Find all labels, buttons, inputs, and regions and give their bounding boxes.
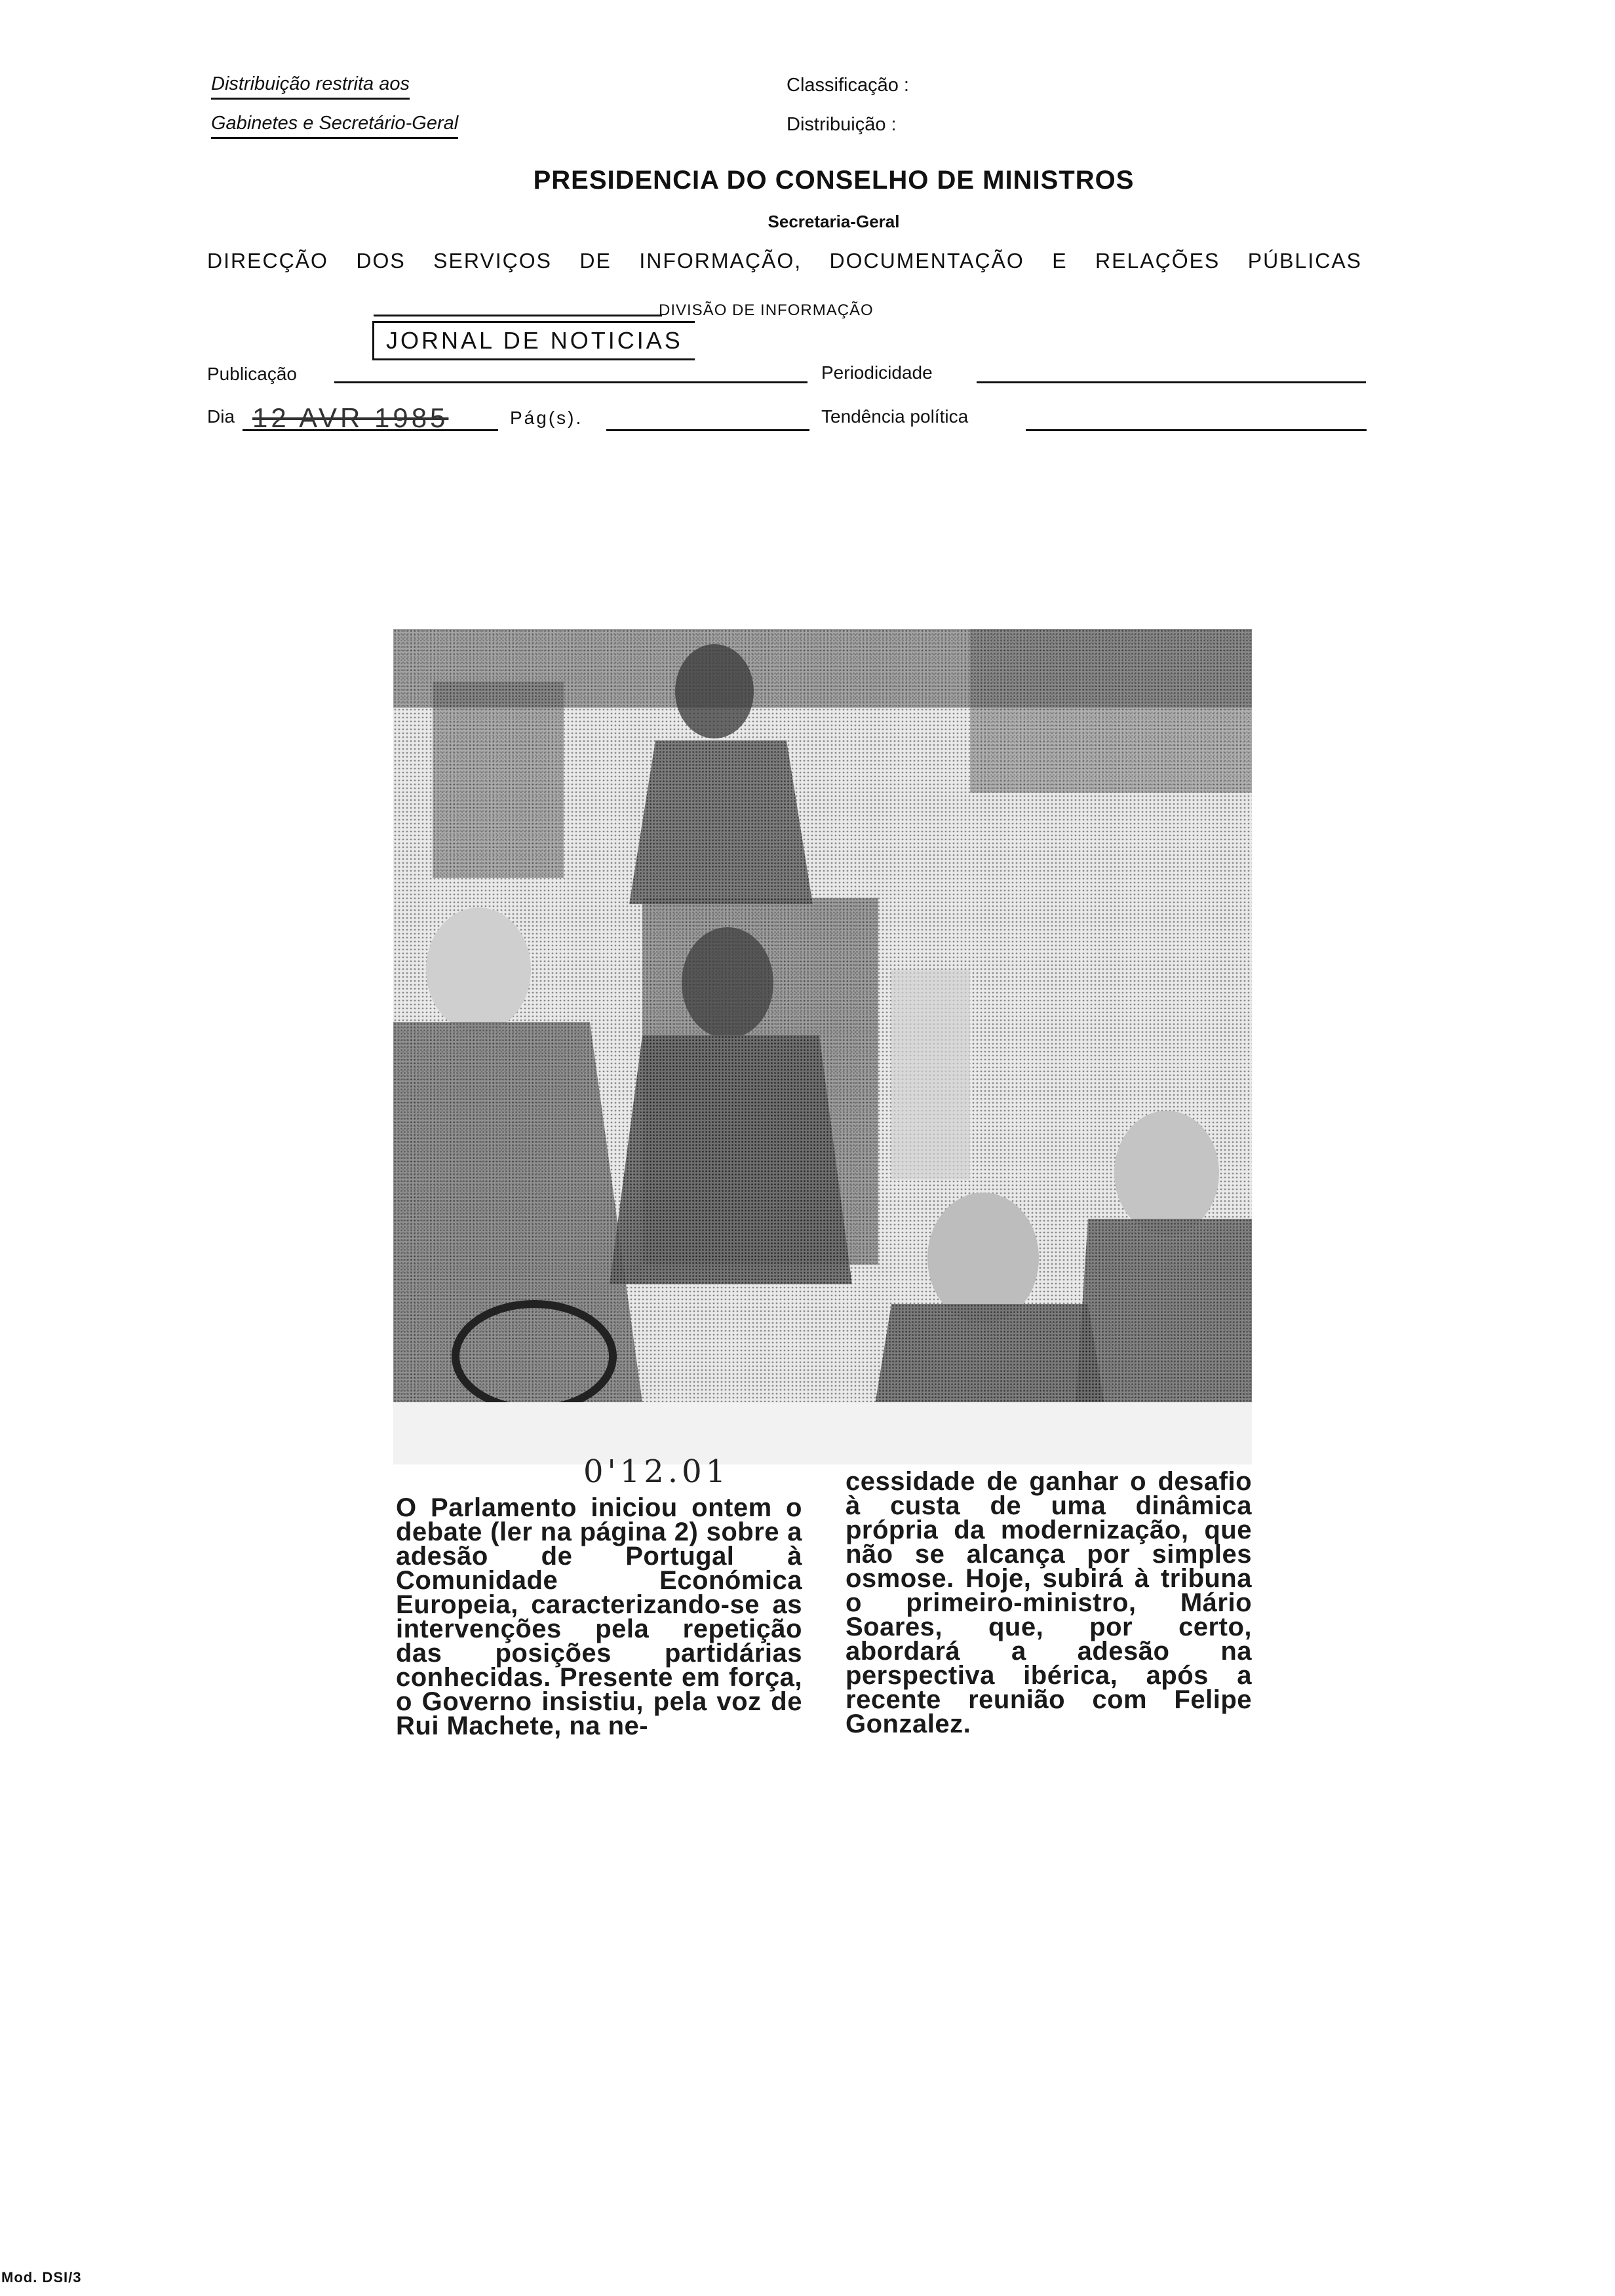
dia-field: [243, 429, 498, 431]
pags-label: Pág(s).: [510, 408, 583, 428]
form-code: Mod. DSI/3: [1, 2269, 82, 2286]
tendencia-field: [1026, 429, 1367, 431]
clipping-text-column-1: O Parlamento iniciou ontem o debate (ler na página 2) sobre a adesão de Portugal à Comunidade Económica Europeia, caracterizando-se as intervenções pela repetição das posições partidárias conhecidas. Presente em força, o Governo insistiu, pela voz de Rui Machete, na ne-: [396, 1496, 802, 1740]
restricted-distribution-line2: Gabinetes e Secretário-Geral: [211, 113, 458, 139]
page-subtitle: Secretaria-Geral: [768, 212, 900, 231]
clipping-photo: [393, 629, 1252, 1464]
publicacao-label: Publicação: [207, 364, 297, 384]
pags-field: [606, 429, 809, 431]
clipping-text-column-2: cessidade de ganhar o desafio à custa de uma dinâmica própria da modernização, que não se alcança por simples osmose. Hoje, subirá à tribuna o primeiro-ministro, Mário Soares, que, por certo, abordará a adesão na perspectiva ibérica, após a recente reunião com Felipe Gonzalez.: [846, 1470, 1252, 1738]
publication-stamp: JORNAL DE NOTICIAS: [372, 321, 695, 360]
directorate-line: DIRECÇÃO DOS SERVIÇOS DE INFORMAÇÃO, DOCUMENTAÇÃO E RELAÇÕES PÚBLICAS: [207, 249, 1362, 273]
periodicidade-field: [977, 381, 1366, 383]
periodicidade-label: Periodicidade: [821, 362, 933, 383]
page-title: PRESIDENCIA DO CONSELHO DE MINISTROS: [533, 166, 1135, 195]
distribuicao-label: Distribuição :: [787, 114, 897, 135]
tendencia-label: Tendência política: [821, 406, 969, 427]
handwritten-mark: 0'12.01: [583, 1453, 730, 1490]
classificacao-label: Classificação :: [787, 75, 909, 96]
division-label: DIVISÃO DE INFORMAÇÃO: [659, 301, 874, 319]
dia-label: Dia: [207, 406, 235, 427]
date-stamp: 12 AVR 1985: [252, 402, 449, 433]
restricted-distribution-line1: Distribuição restrita aos: [211, 73, 410, 100]
division-rule: [374, 315, 662, 316]
publicacao-field: [334, 381, 808, 383]
